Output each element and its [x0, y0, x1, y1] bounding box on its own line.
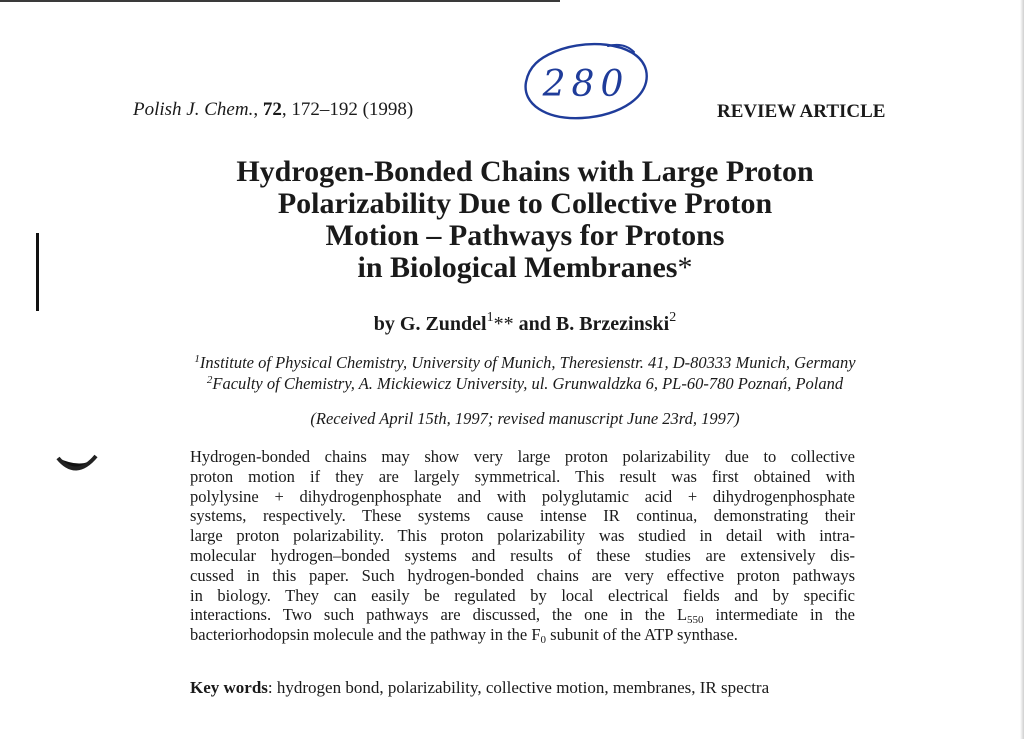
abstract-line-2: proton motion if they are largely symmetrical. This result was first obtained with [190, 466, 855, 486]
abstract-line-6: molecular hydrogen–bonded systems and results of these studies are extensively dis- [190, 545, 855, 565]
scan-artifact-right-edge [1020, 0, 1024, 739]
scan-artifact-top-line [0, 0, 560, 2]
keywords-label: Key words [190, 678, 268, 697]
abstract-line-9-start: interactions. Two such pathways are discussed, the one in the L [190, 605, 688, 625]
abstract-line-3: polylysine + dihydrogenphosphate and with polyglutamic acid + dihydrogenphosphate [190, 486, 855, 506]
abstract [190, 447, 855, 645]
author-1-footnote-mark: ** [493, 313, 514, 335]
affiliation-2-text: Faculty of Chemistry, A. Mickiewicz University, ul. Grunwaldzka 6, PL-60-780 Poznań, Poland [212, 374, 844, 393]
author-prefix: by [373, 313, 395, 335]
abstract-line-5: large proton polarizability. This proton polarizability was studied in detail with intra- [190, 526, 855, 546]
margin-mark [36, 233, 39, 311]
paper-title [150, 156, 900, 284]
author-1-affiliation-mark: 1 [486, 310, 494, 325]
abstract-f0-subscript: 0 [540, 634, 547, 647]
author-line [150, 311, 900, 337]
keywords-text: : hydrogen bond, polarizability, collective motion, membranes, IR spectra [267, 678, 770, 697]
affiliation-1-mark: 1 [194, 353, 200, 365]
handwritten-annotation [520, 34, 652, 124]
author-1-name: G. Zundel [399, 313, 487, 335]
abstract-l550-subscript: 550 [687, 614, 704, 627]
abstract-line-7: cussed in this paper. Such hydrogen-bonded chains are very effective proton pathways [190, 565, 855, 585]
journal-citation: Polish J. Chem., 72, 172–192 (1998) [133, 99, 414, 120]
journal-year: (1998) [362, 99, 414, 120]
abstract-line-10-start: bacteriorhodopsin molecule and the pathway in the F [190, 625, 541, 645]
abstract-line-8: in biology. They can easily be regulated by local electrical fields and by specific [190, 585, 855, 605]
abstract-line-10-end: subunit of the ATP synthase. [546, 625, 738, 645]
abstract-line-1: Hydrogen-bonded chains may show very large proton polarizability due to collective [190, 447, 855, 466]
title-line-1: Hydrogen-Bonded Chains with Large Proton [236, 155, 814, 188]
abstract-line-9-end: intermediate in the [703, 605, 855, 625]
affiliation-2 [150, 373, 900, 394]
affiliation-1-text: Institute of Physical Chemistry, University of Munich, Theresienstr. 41, D-80333 Munich, Germany [199, 353, 856, 372]
affiliation-2-mark: 2 [206, 374, 213, 386]
title-footnote-mark: * [677, 251, 693, 284]
keywords [190, 677, 769, 699]
abstract-line-10 [190, 625, 855, 645]
author-2-affiliation-mark: 2 [669, 310, 677, 325]
journal-volume: 72 [262, 99, 282, 120]
title-line-3: Motion – Pathways for Protons [325, 219, 725, 252]
author-conjunction: and [518, 313, 551, 335]
abstract-line-4: systems, respectively. These systems cause intense IR continua, demonstrating their [190, 506, 855, 526]
abstract-line-9 [190, 605, 855, 625]
affiliation-1 [150, 352, 900, 373]
handwritten-number: 280 [542, 64, 630, 105]
affiliations [150, 352, 900, 394]
journal-name: Polish J. Chem. [133, 99, 254, 120]
received-dates: (Received April 15th, 1997; revised manuscript June 23rd, 1997) [310, 409, 740, 428]
article-type-label: REVIEW ARTICLE [717, 101, 886, 122]
punch-hole-mark [54, 440, 100, 480]
title-line-4: in Biological Membranes [357, 251, 678, 284]
author-2-name: B. Brzezinski [555, 313, 670, 335]
title-line-2: Polarizability Due to Collective Proton [277, 187, 773, 220]
journal-pages: 172–192 [291, 99, 358, 120]
